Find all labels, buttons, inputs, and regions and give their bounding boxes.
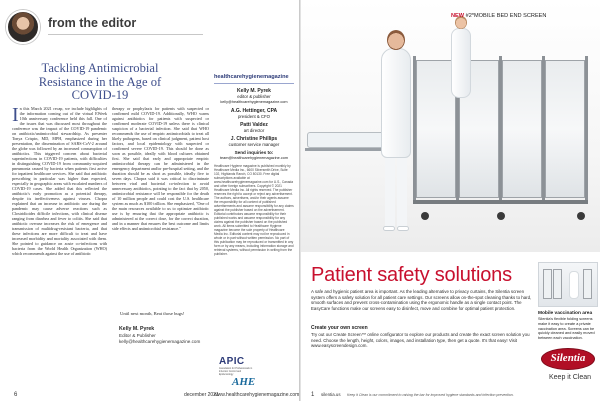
staff-role: editor & publisher [237,94,271,99]
section-divider [48,34,203,35]
section-heading: from the editor [48,16,137,30]
ahe-logo: AHE [232,376,256,388]
screen-panel [545,60,585,198]
vaccination-area-photo [538,262,598,307]
nurse-head [387,30,405,50]
article-title: Tackling Antimicrobial Resistance in the Age of COVID-19 [38,61,162,102]
staff-name: J. Christine Phillips [230,135,278,142]
footer-site[interactable]: silentia.us [321,392,341,397]
screen-post [585,56,588,202]
right-page [301,0,600,401]
screen-base [413,200,588,204]
page-footer [14,392,299,400]
nurse-shoe [383,226,395,231]
background-nurse [451,28,471,98]
caster-wheel [421,212,429,220]
article-column-2 [112,106,209,232]
staff-role: customer service manager [228,141,280,147]
thumb-screen-panel [553,269,562,299]
editor-avatar [6,10,40,44]
screen-panel [502,60,542,198]
nurse-legs [385,158,407,228]
silentia-logo [541,348,597,388]
bed-rail [305,148,391,151]
masthead [214,73,294,256]
staff-name: Kelly M. Pyrek [237,88,271,94]
signature-role: Editor & Publisher [119,332,156,338]
caption-text: Silentia's flexible folding screens make it easy to create a private vaccination area. Screens can be quickly cleaned and easily moved between each vaccination. [538,317,595,341]
thumb-screen-panel [543,269,552,299]
article-column-1 [12,106,107,257]
hero-photo [301,0,600,252]
page-footer [311,392,596,400]
ad-body-2: Try out our Create Screen™ online configurator to explore our products and create the exact screen solution you need. Choose the length, height, colors, images, and installation type, then get a quote. It's that easy! Visit www.easyscreendesign.com. [311,332,530,349]
article-col2-text: therapy or prophylaxis for patients with suspected or confirmed mild COVID-19. Additionally, WHO warns against antibiotics for patients with suspected or confirmed moderate COVID-19 unless there is clinical suspicion of a bacterial infection. She said that WHO recommends the use of empiric antimicrobials to treat all likely pathogens, based on clinical judgment, patient host factors, and local epidemiology with suspected or confirmed severe COVID-19. This should be done as soon as possible, ideally with blood cultures obtained first. She said that early and appropriate empiric antimicrobial therapy can be administered in the emergency department and/or pre-hospital setting, and the duration should be as short as possible, ideally five to seven days. Chopra said it was critical to discriminate between viral and bacterial co-infection to avoid unnecessary antibiotics, pointing to the fact that by 2050, antimicrobial resistance will be responsible for the death of 10 million people and could cost the U.S. healthcare system as much as $100 trillion. She emphasized, "One of the main resources available to us to optimize antibiotic use is by ensuring that the appropriate antibiotic is administered at the correct dose, for the correct duration, and in a manner that ensures the best outcome and limits side effects and antimicrobial resistance." [112,106,209,231]
thumb-screen-panel [583,269,592,299]
apic-logo-subtitle: Association for Professionals in Infection Control and Epidemiology [219,367,253,376]
screen-panel [416,60,456,198]
page-number: 1 [311,392,315,398]
closing-line: Until next month, Beat those bugs! [120,311,185,316]
brand-tagline: Keep it Clean [548,374,592,381]
magazine-logo: healthcarehygienemagazine [214,74,289,80]
apic-logo-text: APIC [219,356,245,367]
ad-subheading: Create your own screen [311,325,368,331]
masthead-divider [214,83,294,84]
apic-logo [219,356,255,374]
footer-tagline: Keep it Clean is our commitment to raising the bar for improved hygiene standards and infection prevention. [347,392,514,397]
nurse-figure [381,48,411,158]
inquiries-email[interactable]: team@healthcarehygienemagazine.com [219,155,289,160]
ad-body: A safe and hygienic patient area is important. As the leading alternative to privacy curtains, the Silentia screen system offers a safety solution for all patient care settings. Our screens allow on-the-spot cleaning thanks to hard, smooth surfaces and prevent cross-contamination using the ergonomic handle as a single contact point. The EasyCare functions make our screens easy to disinfect, move and combine for optimal patient protection. [311,289,532,311]
new-label: NEW [451,13,465,19]
staff-list [214,88,294,160]
inquiries-label: Send inquiries to: [234,149,274,155]
editor-header [6,10,206,44]
signature-name: Kelly M. Pyrek [119,326,155,332]
staff-email[interactable]: kelly@healthcarehygienemagazine.com [220,100,288,104]
product-banner [451,13,546,19]
ad-headline: Patient safety solutions [311,264,512,286]
staff-name: A.G. Hettinger, CPA [230,107,278,114]
brand-name: Silentia [550,352,586,364]
article-col1-text: n this March 2021 recap, we include highlights of the information coming out of the virtual EWeek 10th anniversary conference held this fall. One of the issues that was discussed most throughout the conference was the impact of the COVID-19 pandemic on antibiotic/antimicrobial stewardship. As presenter Tonya Crispin, MD, MPH, emphasized during her presentation, the dissemination of SARS-CoV-2 around the globe was followed by an increased consumption of antibiotics. This triggered concern about bacterial superinfections in COVID-19 patients, with difficulties in distinguishing COVID-19 from community-acquired pneumonia caused by bacteria when patients first arrive for inpatient healthcare services. She said that antibiotic prescribing in particular was higher than expected, especially in geographic areas with escalated numbers of COVID-19 cases. She added that this reflected the antibiotic's early promotion as a potential therapy, despite its ineffectiveness against viruses. Chopra explained that an increase in antibiotic use during the pandemic may cause adverse reactions such as Clostridioides difficile infections, with clinical disease ranging from diarrhea and fever to colitis. She said that antibiotic overuse increases the risk of emergence and transmission of multidrug-resistant bacteria, and that these infections are more difficult to treat and have increased morbidity and mortality associated with them. She pointed to guidance on acute co-infections with bacteria from the World Health Organization (WHO) which recommends against the use of antibiotic [12,106,107,256]
signature-block [119,326,219,345]
nurse-shoe [397,226,409,231]
issue-date: december 2021 [184,392,219,398]
vaccination-caption [538,311,598,341]
banner-text: #2*MOBILE BED END SCREEN [465,13,547,19]
footer-url[interactable]: www.healthcarehygienemagazine.com [214,392,299,398]
caster-wheel [577,212,585,220]
page-number: 6 [14,392,18,398]
masthead-fine-print: Healthcare Hygiene magazine is published monthly by Healthcare Media Inc., 6600 Silversmith Drive, Suite 102, Highlands Ranch, CO 80130. Free digital subscriptions available at www.healthcarehygienemagazine.com for U.S., Canada and other foreign subscribers. Copyright © 2021 Healthcare Media Inc. All rights reserved. The publisher reserves the right to accept or reject any advertisement. The authors, advertisers, and/or their agents assume the responsibility for all content of published advertisements and assume responsibility for any claims against the publisher based on the advertisement. Editorial contributors assume responsibility for their published works and assume responsibility for any claims against the publisher based on the published work. All items submitted to Healthcare Hygiene magazine become the sole property of Healthcare Media Inc. Editorial content may not be reproduced in whole or in part without written permission. No part of this publication may be reproduced or transmitted in any form or by any means, including information storage and retrieval systems, without permission in writing from the publisher. [214,164,294,257]
left-page [0,0,299,401]
caption-heading: Mobile vaccination area [538,311,593,316]
drop-cap: I [12,104,19,126]
staff-role: art director [243,127,265,133]
caster-wheel [497,212,505,220]
signature-email[interactable]: kelly@healthcarehygienemagazine.com [119,338,201,344]
hospital-bed [307,132,387,148]
staff-name: Patti Valdez [240,121,268,128]
staff-role: president & CFO [237,113,270,119]
thumb-figure [569,271,579,299]
